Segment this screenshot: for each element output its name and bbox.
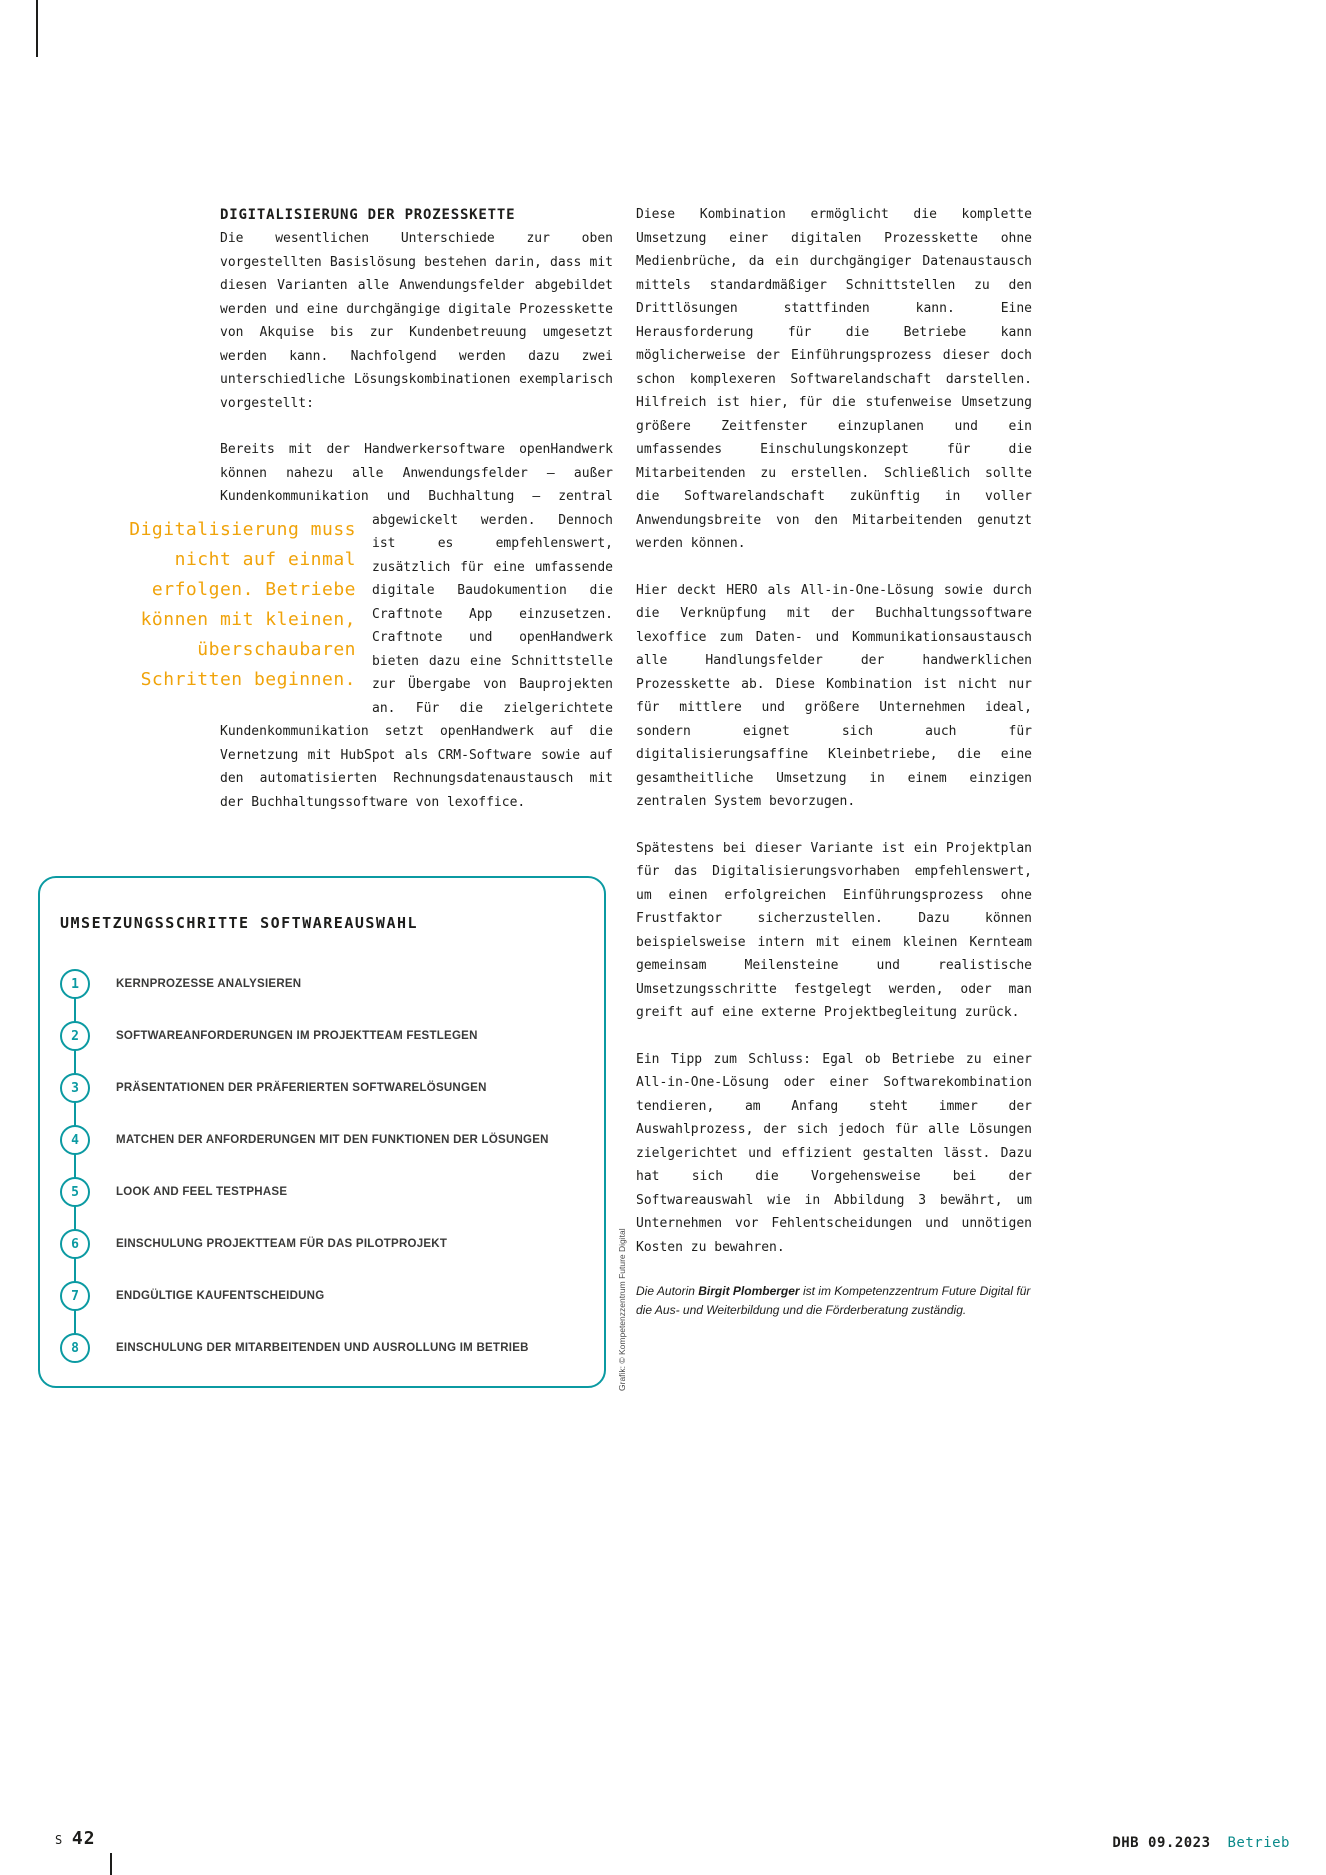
step-row <box>60 1166 590 1218</box>
paragraph: Diese Kombination ermöglicht die komplette Umsetzung einer digitalen Prozesskette ohne Medienbrüche, da ein durchgängiger Datenaustausch mittels standardmäßiger Schnittstellen zu den Drittlösungen stattfinden kann. Eine Herausforderung für die Betriebe kann möglicherweise der Einführungsprozess dieser doch schon komplexeren Softwarelandschaft darstellen. Hilfreich ist hier, für die stufenweise Umsetzung größere Zeitfenster einzuplanen und ein umfassendes Einschulungskonzept für die Mitarbeitenden zu erstellen. Schließlich sollte die Softwarelandschaft zukünftig in voller Anwendungsbreite von den Mitarbeitenden genutzt werden können. <box>636 207 1032 551</box>
step-number-badge: 2 <box>60 1021 90 1051</box>
step-label: EINSCHULUNG PROJEKTTEAM FÜR DAS PILOTPROJEKT <box>116 1238 448 1250</box>
footer-page-label: S <box>55 1833 63 1847</box>
paragraph-text: Bereits mit der Handwerkersoftware openHandwerk können nahezu alle Anwendungsfelder – außer Kundenkommunikation und Buchhaltung – zentral abgewickelt werden. <box>220 442 613 528</box>
paragraph: Hier deckt HERO als All-in-One-Lösung sowie durch die Verknüpfung mit der Buchhaltungssoftware lexoffice zum Daten- und Kommunikationsaustausch alle Handlungsfelder der handwerklichen Prozesskette ab. Diese Kombination ist nicht nur für mittlere und größere Unternehmen ideal, sondern eignet sich auch für digitalisierungsaffine Kleinbetriebe, die eine gesamtheitliche Umsetzung in einem einzigen zentralen System bevorzugen. <box>636 582 1032 809</box>
crop-mark-bottom <box>110 1853 112 1875</box>
footer-issue: DHB 09.2023 <box>1112 1835 1211 1851</box>
paragraph: Die wesentlichen Unterschiede zur oben vorgestellten Basislösung bestehen darin, dass mit diesen Varianten alle Anwendungsfelder abgebildet werden und eine durchgängige digitale Prozesskette von Akquise bis zur Kundenbetreuung umgesetzt werden kann. Nachfolgend werden dazu zwei unterschiedliche Lösungskombinationen exemplarisch vorgestellt: <box>220 231 613 411</box>
step-row <box>60 1270 590 1322</box>
footer-section: Betrieb <box>1227 1835 1290 1851</box>
step-label: SOFTWAREANFORDERUNGEN IM PROJEKTTEAM FESTLEGEN <box>116 1030 478 1042</box>
paragraph-text: Dennoch ist es empfehlenswert, zusätzlich für eine umfassende digitale Baudokumention die Craftnote App einzusetzen. Craftnote und openHandwerk bieten dazu eine Schnittstelle zur Übergabe von Bauprojekten an. Für die zielgerichtete Kundenkommunikation setzt openHandwerk auf die Vernetzung mit HubSpot als CRM-Software sowie auf den automatisierten Rechnungsdatenaustausch mit der Buchhaltungssoftware von lexoffice. <box>220 512 613 810</box>
article-left-column <box>129 203 613 837</box>
diagram-credit: Grafik: © Kompetenzzentrum Future Digital <box>617 1228 627 1391</box>
paragraph-with-pullquote <box>129 438 613 814</box>
step-label: MATCHEN DER ANFORDERUNGEN MIT DEN FUNKTIONEN DER LÖSUNGEN <box>116 1134 549 1146</box>
article-right-column <box>636 203 1032 1320</box>
step-label: ENDGÜLTIGE KAUFENTSCHEIDUNG <box>116 1290 325 1302</box>
step-number-badge: 5 <box>60 1177 90 1207</box>
author-note-suffix: ist im Kompetenzzentrum Future Digital für die Aus- und Weiterbildung und die Förderberatung zuständig. <box>636 1284 1031 1317</box>
step-row <box>60 1010 590 1062</box>
step-number-badge: 3 <box>60 1073 90 1103</box>
steps-list <box>60 958 590 1374</box>
diagram-title: UMSETZUNGSSCHRITTE SOFTWAREAUSWAHL <box>60 914 419 932</box>
author-note <box>636 1282 1032 1320</box>
article-heading: DIGITALISIERUNG DER PROZESSKETTE <box>220 207 516 223</box>
step-row <box>60 1322 590 1374</box>
footer-issue-info <box>1112 1835 1290 1851</box>
footer-page-number <box>55 1828 96 1849</box>
author-name: Birgit Plomberger <box>698 1284 800 1298</box>
step-row <box>60 1218 590 1270</box>
step-number-badge: 8 <box>60 1333 90 1363</box>
step-number-badge: 7 <box>60 1281 90 1311</box>
step-number-badge: 4 <box>60 1125 90 1155</box>
step-row <box>60 958 590 1010</box>
software-selection-steps-diagram <box>38 876 606 1388</box>
paragraph: Spätestens bei dieser Variante ist ein Projektplan für das Digitalisierungsvorhaben empfehlenswert, um einen erfolgreichen Einführungsprozess ohne Frustfaktor sicherzustellen. Dazu können beispielsweise intern mit einem kleinen Kernteam gemeinsam Meilensteine und realistische Umsetzungsschritte festgelegt werden, oder man greift auf eine externe Projektbegleitung zurück. <box>636 840 1032 1020</box>
step-label: LOOK AND FEEL TESTPHASE <box>116 1186 288 1198</box>
author-note-prefix: Die Autorin <box>636 1284 699 1298</box>
step-label: EINSCHULUNG DER MITARBEITENDEN UND AUSROLLUNG IM BETRIEB <box>116 1342 529 1354</box>
step-row <box>60 1062 590 1114</box>
footer-page-number-value: 42 <box>71 1828 96 1849</box>
step-number-badge: 6 <box>60 1229 90 1259</box>
step-row <box>60 1114 590 1166</box>
step-number-badge: 1 <box>60 969 90 999</box>
pull-quote: Digitalisierung muss nicht auf einmal erfolgen. Betriebe können mit kleinen, überschaubaren Schritten beginnen. <box>129 518 356 690</box>
paragraph: Ein Tipp zum Schluss: Egal ob Betriebe zu einer All-in-One-Lösung oder einer Softwarekombination tendieren, am Anfang steht immer der Auswahlprozess, der sich jedoch für alle Lösungen zielgerichtet und effizient gestalten lässt. Dazu hat sich die Vorgehensweise bei der Softwareauswahl wie in Abbildung 3 bewährt, um Unternehmen vor Fehlentscheidungen und unnötigen Kosten zu bewahren. <box>636 1051 1032 1255</box>
step-label: KERNPROZESSE ANALYSIEREN <box>116 978 302 990</box>
crop-mark-top <box>36 0 38 57</box>
step-label: PRÄSENTATIONEN DER PRÄFERIERTEN SOFTWARELÖSUNGEN <box>116 1082 487 1094</box>
